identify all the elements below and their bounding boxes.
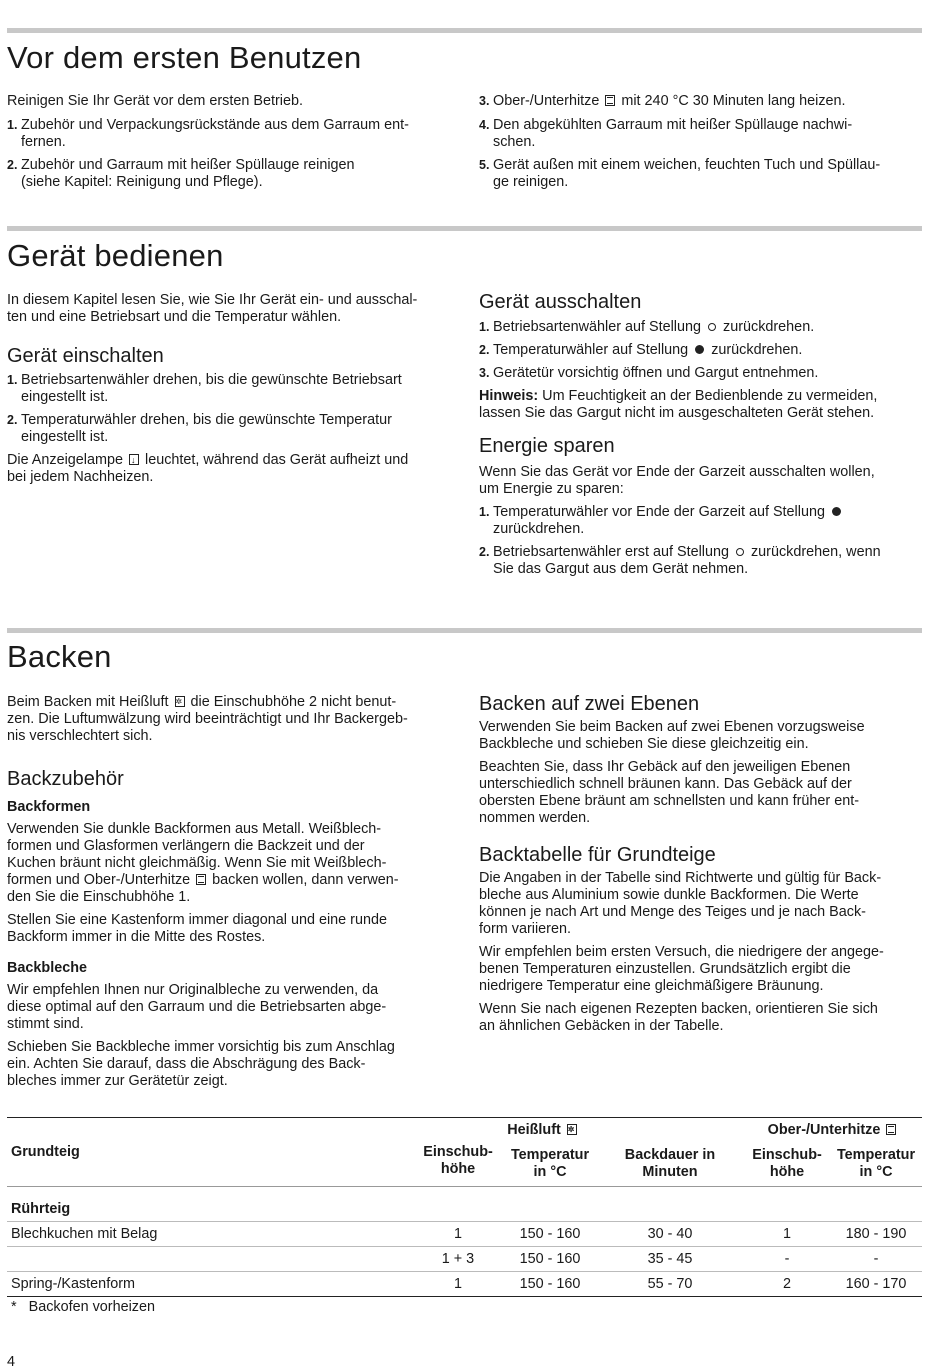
section-divider [7, 628, 922, 633]
cell-grundteig [7, 1247, 412, 1272]
page-number: 4 [7, 1354, 16, 1370]
cell-einschub: 1 [453, 1275, 462, 1292]
backformen-text-2: Stellen Sie eine Kastenform immer diagonal und eine runde Backform immer in die Mitte des Rostes. [7, 912, 387, 945]
cell-einschub: 1 + 3 [441, 1250, 475, 1267]
cell-einschub: 1 [453, 1225, 462, 1242]
cell-einschub-ou: - [784, 1250, 790, 1267]
cell-dauer: 30 - 40 [647, 1225, 693, 1242]
baking-table-grid [7, 1118, 922, 1297]
column-header-einschubhoehe: Einschub- höhe [423, 1144, 493, 1177]
off-position-icon [736, 548, 744, 556]
off-step-2: 2. Temperaturwähler auf Stellung zurückdrehen. [479, 342, 803, 358]
section-backen [7, 628, 922, 1089]
subsection-title-einschalten: Gerät einschalten [7, 345, 164, 367]
top-bottom-heat-icon [196, 874, 206, 885]
column-header-temperatur-ou: Temperatur in °C [836, 1147, 916, 1180]
section-title: Vor dem ersten Benutzen [7, 40, 362, 75]
cell-temp-ou: 180 - 190 [845, 1225, 907, 1242]
energy-steps-list [479, 504, 924, 578]
section-divider [7, 226, 922, 231]
cell-temp-ou: 160 - 170 [845, 1275, 907, 1292]
dot-position-icon [832, 507, 841, 516]
subsection-title-zwei-ebenen: Backen auf zwei Ebenen [479, 693, 700, 715]
group-header-heissluft: Heißluft ✲ [412, 1118, 744, 1142]
energy-step-1: 1. Temperaturwähler vor Ende der Garzeit auf Stellung zurückdrehen. [479, 504, 924, 538]
table-category-row [7, 1187, 922, 1222]
hot-air-icon [175, 696, 185, 707]
table-group-header-row [7, 1118, 922, 1142]
section-title: Gerät bedienen [7, 238, 224, 273]
section-divider [7, 28, 922, 33]
energy-intro: Wenn Sie das Gerät vor Ende der Garzeit ausschalten wollen, um Energie zu sparen: [479, 464, 875, 497]
intro-text: Reinigen Sie Ihr Gerät vor dem ersten Betrieb. [7, 93, 303, 109]
cell-dauer: 55 - 70 [647, 1275, 693, 1292]
zwei-ebenen-text: Verwenden Sie beim Backen auf zwei Ebenen vorzugsweise Backbleche und schieben Sie diese gleichzeitig ein. [479, 719, 865, 752]
column-header-grundteig: Grundteig [11, 1144, 80, 1160]
cell-grundteig: Blechkuchen mit Belag [11, 1225, 158, 1242]
subsection-title-backzubehoer: Backzubehör [7, 768, 124, 790]
off-step-1: 1. Betriebsartenwähler auf Stellung zurückdrehen. [479, 319, 815, 335]
subsection-title-energie-sparen: Energie sparen [479, 435, 615, 457]
cell-temp: 150 - 160 [519, 1275, 581, 1292]
subsection-title-ausschalten: Gerät ausschalten [479, 291, 642, 313]
cell-einschub-ou: 2 [782, 1275, 791, 1292]
top-bottom-heat-icon [886, 1124, 896, 1135]
off-position-icon [708, 323, 716, 331]
cell-temp: 150 - 160 [519, 1225, 581, 1242]
top-bottom-heat-icon [605, 95, 615, 106]
backtabelle-text-3: Wenn Sie nach eigenen Rezepten backen, orientieren Sie sich an ähnlichen Gebäcken in der Tabelle. [479, 1001, 878, 1034]
step-2: 2. Zubehör und Garraum mit heißer Spüllauge reinigen (siehe Kapitel: Reinigung und Pflege). [7, 157, 355, 190]
step-1: 1. Zubehör und Verpackungsrückstände aus dem Garraum ent- fernen. [7, 117, 409, 150]
table-row [7, 1272, 922, 1297]
hint-text: Hinweis: Um Feuchtigkeit an der Bedienblende zu vermeiden, lassen Sie das Gargut nicht im ausgeschalteten Gerät stehen. [479, 388, 878, 421]
cell-einschub-ou: 1 [782, 1225, 791, 1242]
on-steps-list [7, 372, 447, 446]
steps-list-right [479, 93, 924, 191]
column-header-einschubhoehe-ou: Einschub- höhe [752, 1147, 822, 1180]
steps-list-left [7, 117, 447, 191]
cell-temp: 150 - 160 [519, 1250, 581, 1267]
energy-step-2: 2. Betriebsartenwähler erst auf Stellung zurückdrehen, wenn Sie das Gargut aus dem Gerät nehmen. [479, 544, 881, 577]
step-5: 5. Gerät außen mit einem weichen, feuchten Tuch und Spüllau- ge reinigen. [479, 157, 881, 190]
cell-grundteig: Spring-/Kastenform [11, 1275, 135, 1292]
on-step-1: 1. Betriebsartenwähler drehen, bis die gewünschte Betriebsart eingestellt ist. [7, 372, 402, 405]
intro-text: Beim Backen mit Heißluft ✲ die Einschubhöhe 2 nicht benut- zen. Die Luftumwälzung wird beeinträchtigt und Ihr Backergeb- nis verschlechtert sich. [7, 694, 447, 745]
table-row [7, 1222, 922, 1247]
section-geraet-bedienen [7, 226, 922, 577]
step-3: 3. Ober-/Unterhitze mit 240 °C 30 Minuten lang heizen. [479, 93, 846, 109]
table-footnote: * Backofen vorheizen [11, 1299, 156, 1315]
step-4: 4. Den abgekühlten Garraum mit heißer Spüllauge nachwi- schen. [479, 117, 853, 150]
section-vor-dem-ersten-benutzen [7, 28, 922, 190]
column-header-temperatur: Temperatur in °C [510, 1147, 590, 1180]
cell-dauer: 35 - 45 [647, 1250, 693, 1267]
heating-lamp-icon [129, 454, 139, 465]
dot-position-icon [695, 345, 704, 354]
intro-text: In diesem Kapitel lesen Sie, wie Sie Ihr Gerät ein- und ausschal- ten und eine Betriebsart und die Temperatur wählen. [7, 292, 418, 325]
backbleche-text: Wir empfehlen Ihnen nur Originalbleche zu verwenden, da diese optimal auf den Garraum und die Betriebsarten abge- stimmt sind. [7, 982, 387, 1032]
table-column-header-row [7, 1142, 922, 1187]
subsection-title-backtabelle: Backtabelle für Grundteige [479, 844, 716, 866]
off-step-3: 3. Gerätetür vorsichtig öffnen und Gargut entnehmen. [479, 365, 819, 381]
category-ruehrteig: Rührteig [11, 1200, 71, 1217]
on-step-2: 2. Temperaturwähler drehen, bis die gewünschte Temperatur eingestellt ist. [7, 412, 392, 445]
zwei-ebenen-text-2: Beachten Sie, dass Ihr Gebäck auf den jeweiligen Ebenen unterschiedlich schnell bräunen kann. Das Gebäck auf der obersten Ebene bräunt am schnellsten und kann früher ent- nommen werden. [479, 759, 859, 826]
backtabelle-text-2: Wir empfehlen beim ersten Versuch, die niedrigere der angege- benen Temperaturen einzustellen. Grundsätzlich ergibt die niedrigere Temperatur eine gleichmäßigere Bräunung. [479, 944, 884, 994]
baking-table [7, 1117, 922, 1316]
cell-temp-ou: - [873, 1250, 879, 1267]
subheading-backformen: Backformen [7, 799, 91, 815]
backtabelle-text: Die Angaben in der Tabelle sind Richtwerte und gültig für Back- bleche aus Aluminium sowie dunkle Backformen. Die Werte können je nach Art und Menge des Teiges und je nach Back- form variieren. [479, 870, 882, 937]
table-row [7, 1247, 922, 1272]
backformen-text: Verwenden Sie dunkle Backformen aus Metall. Weißblech- formen und Glasformen verlängern die Backzeit und der Kuchen bräunt nicht gleichmäßig. Wenn Sie mit Weißblech- formen und Ober-/Unterhitze backen wollen, dann verwen- den Sie die Einschubhöhe 1. [7, 821, 399, 905]
section-title: Backen [7, 639, 112, 674]
hot-air-icon [567, 1124, 577, 1135]
column-header-backdauer: Backdauer in Minuten [624, 1147, 716, 1180]
off-steps-list [479, 319, 924, 382]
backbleche-text-2: Schieben Sie Backbleche immer vorsichtig bis zum Anschlag ein. Achten Sie darauf, dass die Abschrägung des Back- bleches immer zur Gerätetür zeigt. [7, 1039, 395, 1089]
lamp-text: Die Anzeigelampe ↓ leuchtet, während das Gerät aufheizt und bei jedem Nachheizen. [7, 452, 447, 486]
subheading-backbleche: Backbleche [7, 960, 87, 976]
group-header-ober-unterhitze: Ober-/Unterhitze [744, 1118, 922, 1142]
